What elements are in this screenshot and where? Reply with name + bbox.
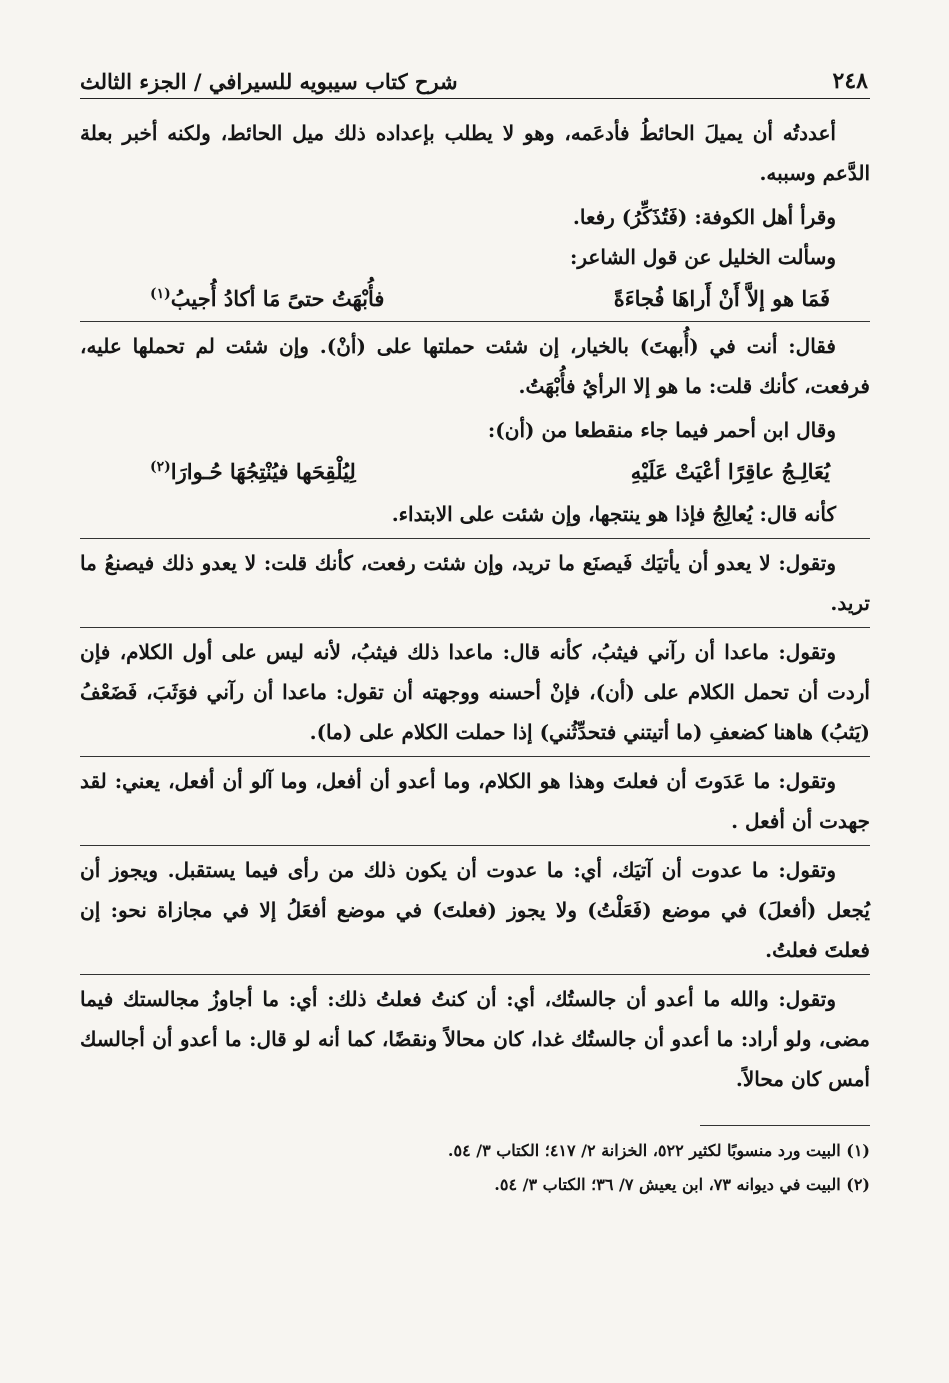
running-header bbox=[80, 58, 870, 99]
book-page bbox=[80, 58, 870, 1358]
separator-line bbox=[80, 756, 870, 757]
separator-line bbox=[80, 974, 870, 975]
running-title: شرح كتاب سيبويه للسيرافي / الجزء الثالث bbox=[80, 69, 458, 94]
separator-line bbox=[80, 321, 870, 322]
page-number: ٢٤٨ bbox=[832, 68, 868, 94]
footnote-1: (١) البيت ورد منسوبًا لكثير ٥٢٢، الخزانة ٢/ ٤١٧؛ الكتاب ٣/ ٥٤. bbox=[447, 1141, 870, 1160]
separator-line bbox=[80, 627, 870, 628]
footnote-ref-2: (٢) bbox=[150, 459, 171, 475]
paragraph-4: فقال: أنت في (أُبهتَ) بالخيار، إن شئت حملتها على (أنْ). وإن شئت لم تحملها عليه، فرفعت، كأنك قلت: ما هو إلا الرأيُ فأُبْهَتُ. bbox=[80, 334, 870, 398]
footnote-separator bbox=[700, 1125, 870, 1126]
verse-1-first-hemistich: فَمَا هو إلاَّ أَنْ أَراهَا فُجاءَةً bbox=[613, 286, 830, 311]
separator-line bbox=[80, 845, 870, 846]
paragraph-2: وقرأ أهل الكوفة: (فَتُذَكِّرُ) رفعا. bbox=[572, 205, 836, 229]
verse-1 bbox=[80, 277, 870, 321]
main-text bbox=[80, 113, 870, 1099]
paragraph-9: وتقول: ما عَدَوتَ أن فعلتَ وهذا هو الكلام، وما أعدو أن أفعل، وما آلو أن أفعل، يعني: لقد جهدت أن أفعل . bbox=[80, 769, 870, 833]
paragraph-10: وتقول: ما عدوت أن آتيَك، أي: ما عدوت أن يكون ذلك من رأى فيما يستقبل. ويجوز أن يُجعل (أفعلَ) في موضع (فَعَلْتُ) ولا يجوز (فعلتَ) في موضع أفعَلُ إلا في مجازاة نحو: إن فعلتَ فعلتُ. bbox=[80, 858, 870, 962]
paragraph-3: وسألت الخليل عن قول الشاعر: bbox=[570, 245, 836, 269]
verse-2 bbox=[80, 450, 870, 494]
verse-2-second-hemistich bbox=[150, 450, 356, 494]
verse-1-second-text: فأُبْهَتُ حتىً مَا أكادُ أُجيبُ bbox=[170, 286, 385, 311]
verse-1-second-hemistich bbox=[150, 277, 384, 321]
paragraph-1: أعددتُه أن يميلَ الحائطُ فأدعَمه، وهو لا يطلب بإعداده ذلك ميل الحائط، ولكنه أخبر بعلة الدَّعم وسببه. bbox=[80, 121, 870, 185]
verse-2-second-text: لِيُلْقِحَها فيُنْتِجُهَا حُـوارَا bbox=[170, 459, 356, 484]
paragraph-5: وقال ابن أحمر فيما جاء منقطعا من (أن): bbox=[487, 418, 836, 442]
paragraph-11: وتقول: والله ما أعدو أن جالستُك، أي: أن كنتُ فعلتُ ذلك: أي: ما أجاوزُ مجالستك فيما مضى، ولو أراد: ما أعدو أن جالستُك غدا، كان محالاً ونقضًا، كما أنه لو قال: ما أعدو أن أجالسك أمس كان محالاً. bbox=[80, 987, 870, 1091]
paragraph-8: وتقول: ماعدا أن رآني فيثبُ، كأنه قال: ماعدا ذلك فيثبُ، لأنه ليس على أول الكلام، فإن أردت أن تحمل الكلام على (أن)، فإنْ أحسنه ووجهته أن تقول: ماعدا أن رآني فوَثَبَ، فَضَعْفُ (يَثبُ) هاهنا كضعفِ (ما أتيتني فتحدِّثُني) إذا حملت الكلام على (ما). bbox=[80, 640, 870, 744]
footnotes bbox=[80, 1134, 870, 1202]
paragraph-7: وتقول: لا يعدو أن يأتيَك فَيصنَع ما تريد، وإن شئت رفعت، كأنك قلت: لا يعدو ذلك فيصنعُ ما تريد. bbox=[80, 551, 870, 615]
footnote-2: (٢) البيت في ديوانه ٧٣، ابن يعيش ٧/ ٣٦؛ الكتاب ٣/ ٥٤. bbox=[494, 1175, 870, 1194]
verse-2-first-hemistich: يُعَالِـجُ عاقِرًا أعْيَتْ عَلَيْهِ bbox=[630, 459, 830, 484]
footnote-ref-1: (١) bbox=[150, 286, 171, 302]
paragraph-6: كأنه قال: يُعالِجُ فإذا هو ينتجها، وإن شئت على الابتداء. bbox=[391, 502, 836, 526]
separator-line bbox=[80, 538, 870, 539]
